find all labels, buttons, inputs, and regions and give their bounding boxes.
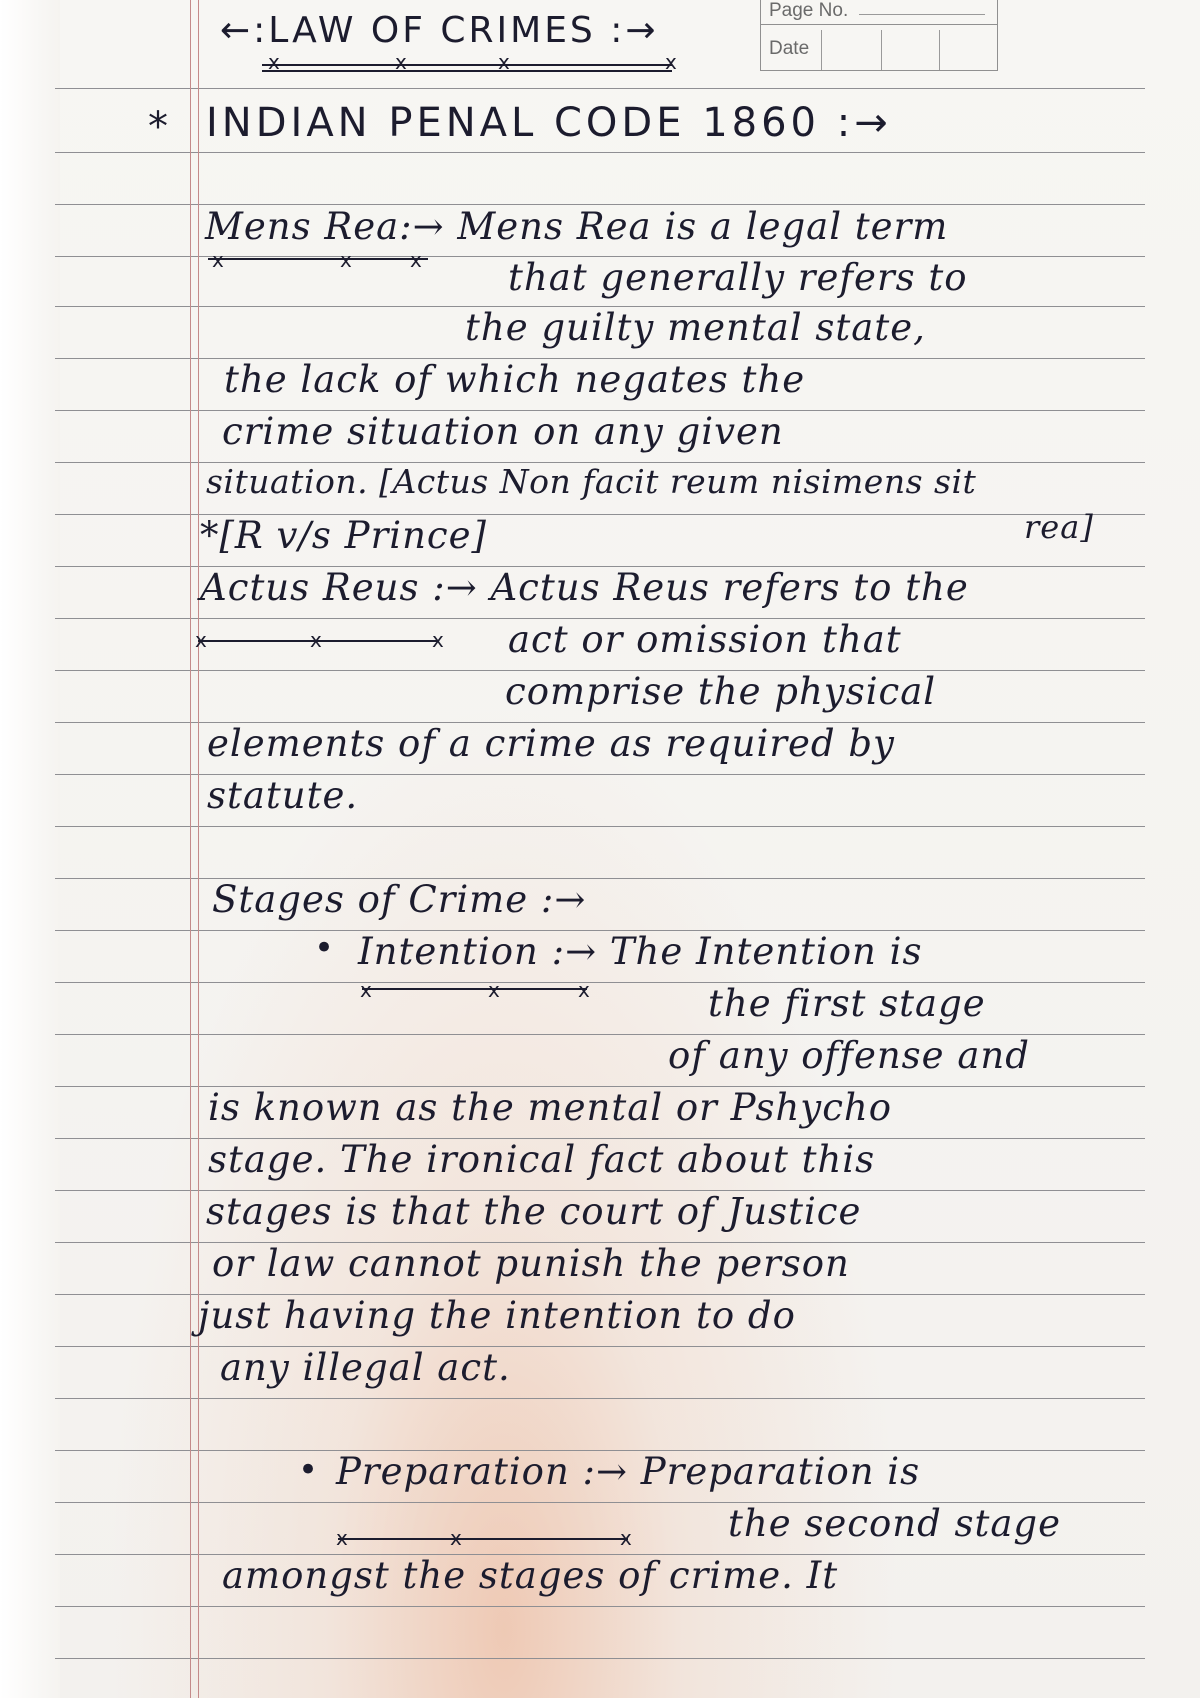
text-line: rea]	[1024, 508, 1094, 546]
underline-x-mark: x	[665, 50, 677, 74]
date-cell-divider	[821, 30, 822, 70]
text-line: Mens Rea:→ Mens Rea is a legal term	[205, 205, 949, 248]
text-line: the lack of which negates the	[224, 358, 806, 401]
text-line: Stages of Crime :→	[212, 878, 587, 921]
term-underline	[338, 1538, 628, 1540]
text-line: the second stage	[728, 1502, 1062, 1545]
date-cell-divider	[881, 30, 882, 70]
ruled-line	[55, 826, 1145, 827]
text-line: stages is that the court of Justice	[206, 1190, 862, 1233]
text-line: act or omission that	[508, 618, 902, 661]
underline-x-mark: x	[310, 628, 322, 652]
underline-x-mark: x	[450, 1526, 462, 1550]
text-line: stage. The ironical fact about this	[208, 1138, 876, 1181]
paper-edge	[0, 0, 60, 1698]
bullet: •	[298, 1450, 319, 1490]
underline-x-mark: x	[488, 978, 500, 1002]
underline-x-mark: x	[360, 978, 372, 1002]
text-line: is known as the mental or Pshycho	[208, 1086, 893, 1129]
title-underline	[262, 70, 672, 72]
ruled-line	[55, 1346, 1145, 1347]
term-underline	[362, 988, 587, 990]
text-line: the first stage	[708, 982, 986, 1025]
text-line: Intention :→ The Intention is	[358, 930, 923, 973]
underline-x-mark: x	[498, 50, 510, 74]
text-line: elements of a crime as required by	[207, 722, 895, 765]
text-line: just having the intention to do	[198, 1294, 796, 1337]
text-line: amongst the stages of crime. It	[222, 1554, 839, 1597]
text-line: statute.	[207, 774, 359, 817]
title-underline	[262, 64, 672, 66]
underline-x-mark: x	[336, 1526, 348, 1550]
page-title: ←:LAW OF CRIMES :→	[220, 10, 659, 51]
text-line: *[R v/s Prince]	[200, 514, 487, 557]
text-line: any illegal act.	[220, 1346, 511, 1389]
ruled-line	[55, 88, 1145, 89]
text-line: the guilty mental state,	[465, 306, 926, 349]
text-line: situation. [Actus Non facit reum nisimens sit	[206, 462, 977, 501]
margin-line	[190, 0, 191, 1698]
text-line: crime situation on any given	[222, 410, 784, 453]
ruled-line	[55, 152, 1145, 153]
text-line: of any offense and	[668, 1034, 1030, 1077]
underline-x-mark: x	[395, 50, 407, 74]
text-line: that generally refers to	[508, 256, 968, 299]
text-line: or law cannot punish the person	[212, 1242, 850, 1285]
underline-x-mark: x	[410, 248, 422, 272]
underline-x-mark: x	[195, 628, 207, 652]
date-label: Date	[769, 38, 810, 59]
page-number-label: Page No.	[769, 0, 849, 21]
section-heading: INDIAN PENAL CODE 1860 :→	[206, 100, 892, 146]
date-cell-divider	[939, 30, 940, 70]
heading-asterisk: *	[148, 104, 168, 150]
term-underline	[208, 258, 428, 260]
underline-x-mark: x	[578, 978, 590, 1002]
underline-x-mark: x	[212, 248, 224, 272]
underline-x-mark: x	[620, 1526, 632, 1550]
text-line: Preparation :→ Preparation is	[336, 1450, 921, 1493]
ruled-line	[55, 1398, 1145, 1399]
page-number-row	[761, 0, 997, 25]
underline-x-mark: x	[432, 628, 444, 652]
underline-x-mark: x	[268, 50, 280, 74]
page-number-blank	[859, 14, 985, 15]
underline-x-mark: x	[340, 248, 352, 272]
ruled-line	[55, 1658, 1145, 1659]
page-date-box	[760, 0, 998, 71]
bullet: •	[314, 928, 335, 968]
text-line: Actus Reus :→ Actus Reus refers to the	[200, 566, 969, 609]
ruled-line	[55, 1606, 1145, 1607]
text-line: comprise the physical	[505, 670, 937, 713]
date-row	[761, 24, 997, 70]
margin-line	[198, 0, 199, 1698]
